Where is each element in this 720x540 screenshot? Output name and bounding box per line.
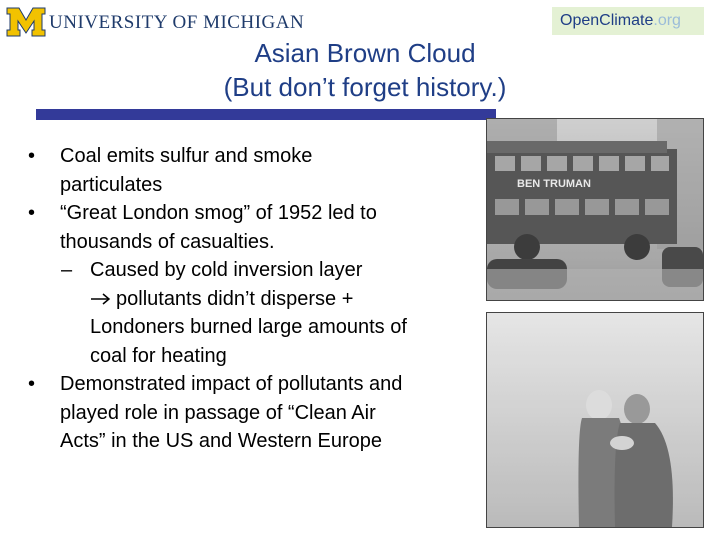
title-line-2: (But don’t forget history.)	[223, 72, 507, 102]
bullet-line: Acts” in the US and Western Europe	[60, 430, 383, 452]
block-m-icon	[6, 6, 46, 38]
bullet-line: Demonstrated impact of pollutants and	[60, 373, 403, 395]
bullet-mark: •	[28, 373, 36, 395]
bullet-mark: •	[28, 145, 36, 167]
university-name: UNIVERSITY OF MICHIGAN	[49, 12, 305, 33]
bullet-line: thousands of casualties.	[60, 230, 275, 253]
bullet-line: particulates	[60, 173, 163, 196]
right-arrow-icon	[90, 285, 116, 314]
bullet-line: Coal emits sulfur and smoke	[60, 145, 313, 167]
openclimate-climate-text: Climate	[599, 12, 654, 29]
bullet-line: Caused by cold inversion layer	[90, 259, 363, 281]
london-smog-bus-photo	[486, 118, 704, 301]
bullet-list	[28, 142, 478, 456]
bullet-item	[28, 142, 478, 199]
bullet-line: coal for heating	[90, 344, 227, 367]
university-of-michigan-logo	[6, 5, 304, 39]
bullet-line: played role in passage of “Clean Air	[60, 401, 376, 424]
bullet-item	[28, 370, 478, 456]
sub-bullet-continuation	[28, 285, 478, 371]
bullet-mark: •	[28, 202, 36, 224]
bus-sign-text: BEN TRUMAN	[517, 178, 591, 190]
arrow-line	[90, 285, 478, 314]
bullet-line: pollutants didn’t disperse +	[116, 287, 354, 310]
title-divider	[36, 109, 496, 120]
sub-bullet-item	[28, 256, 478, 285]
bullet-item	[28, 199, 478, 256]
dash-mark: –	[61, 259, 73, 281]
slide-title	[140, 36, 590, 104]
london-smog-pedestrians-photo	[486, 312, 704, 528]
openclimate-org-text: .org	[653, 12, 681, 29]
openclimate-logo	[552, 7, 704, 35]
bullet-line: “Great London smog” of 1952 led to	[60, 202, 377, 224]
openclimate-open-text: Open	[560, 12, 600, 29]
bullet-line: Londoners burned large amounts of	[90, 316, 407, 338]
title-line-1: Asian Brown Cloud	[254, 38, 476, 68]
